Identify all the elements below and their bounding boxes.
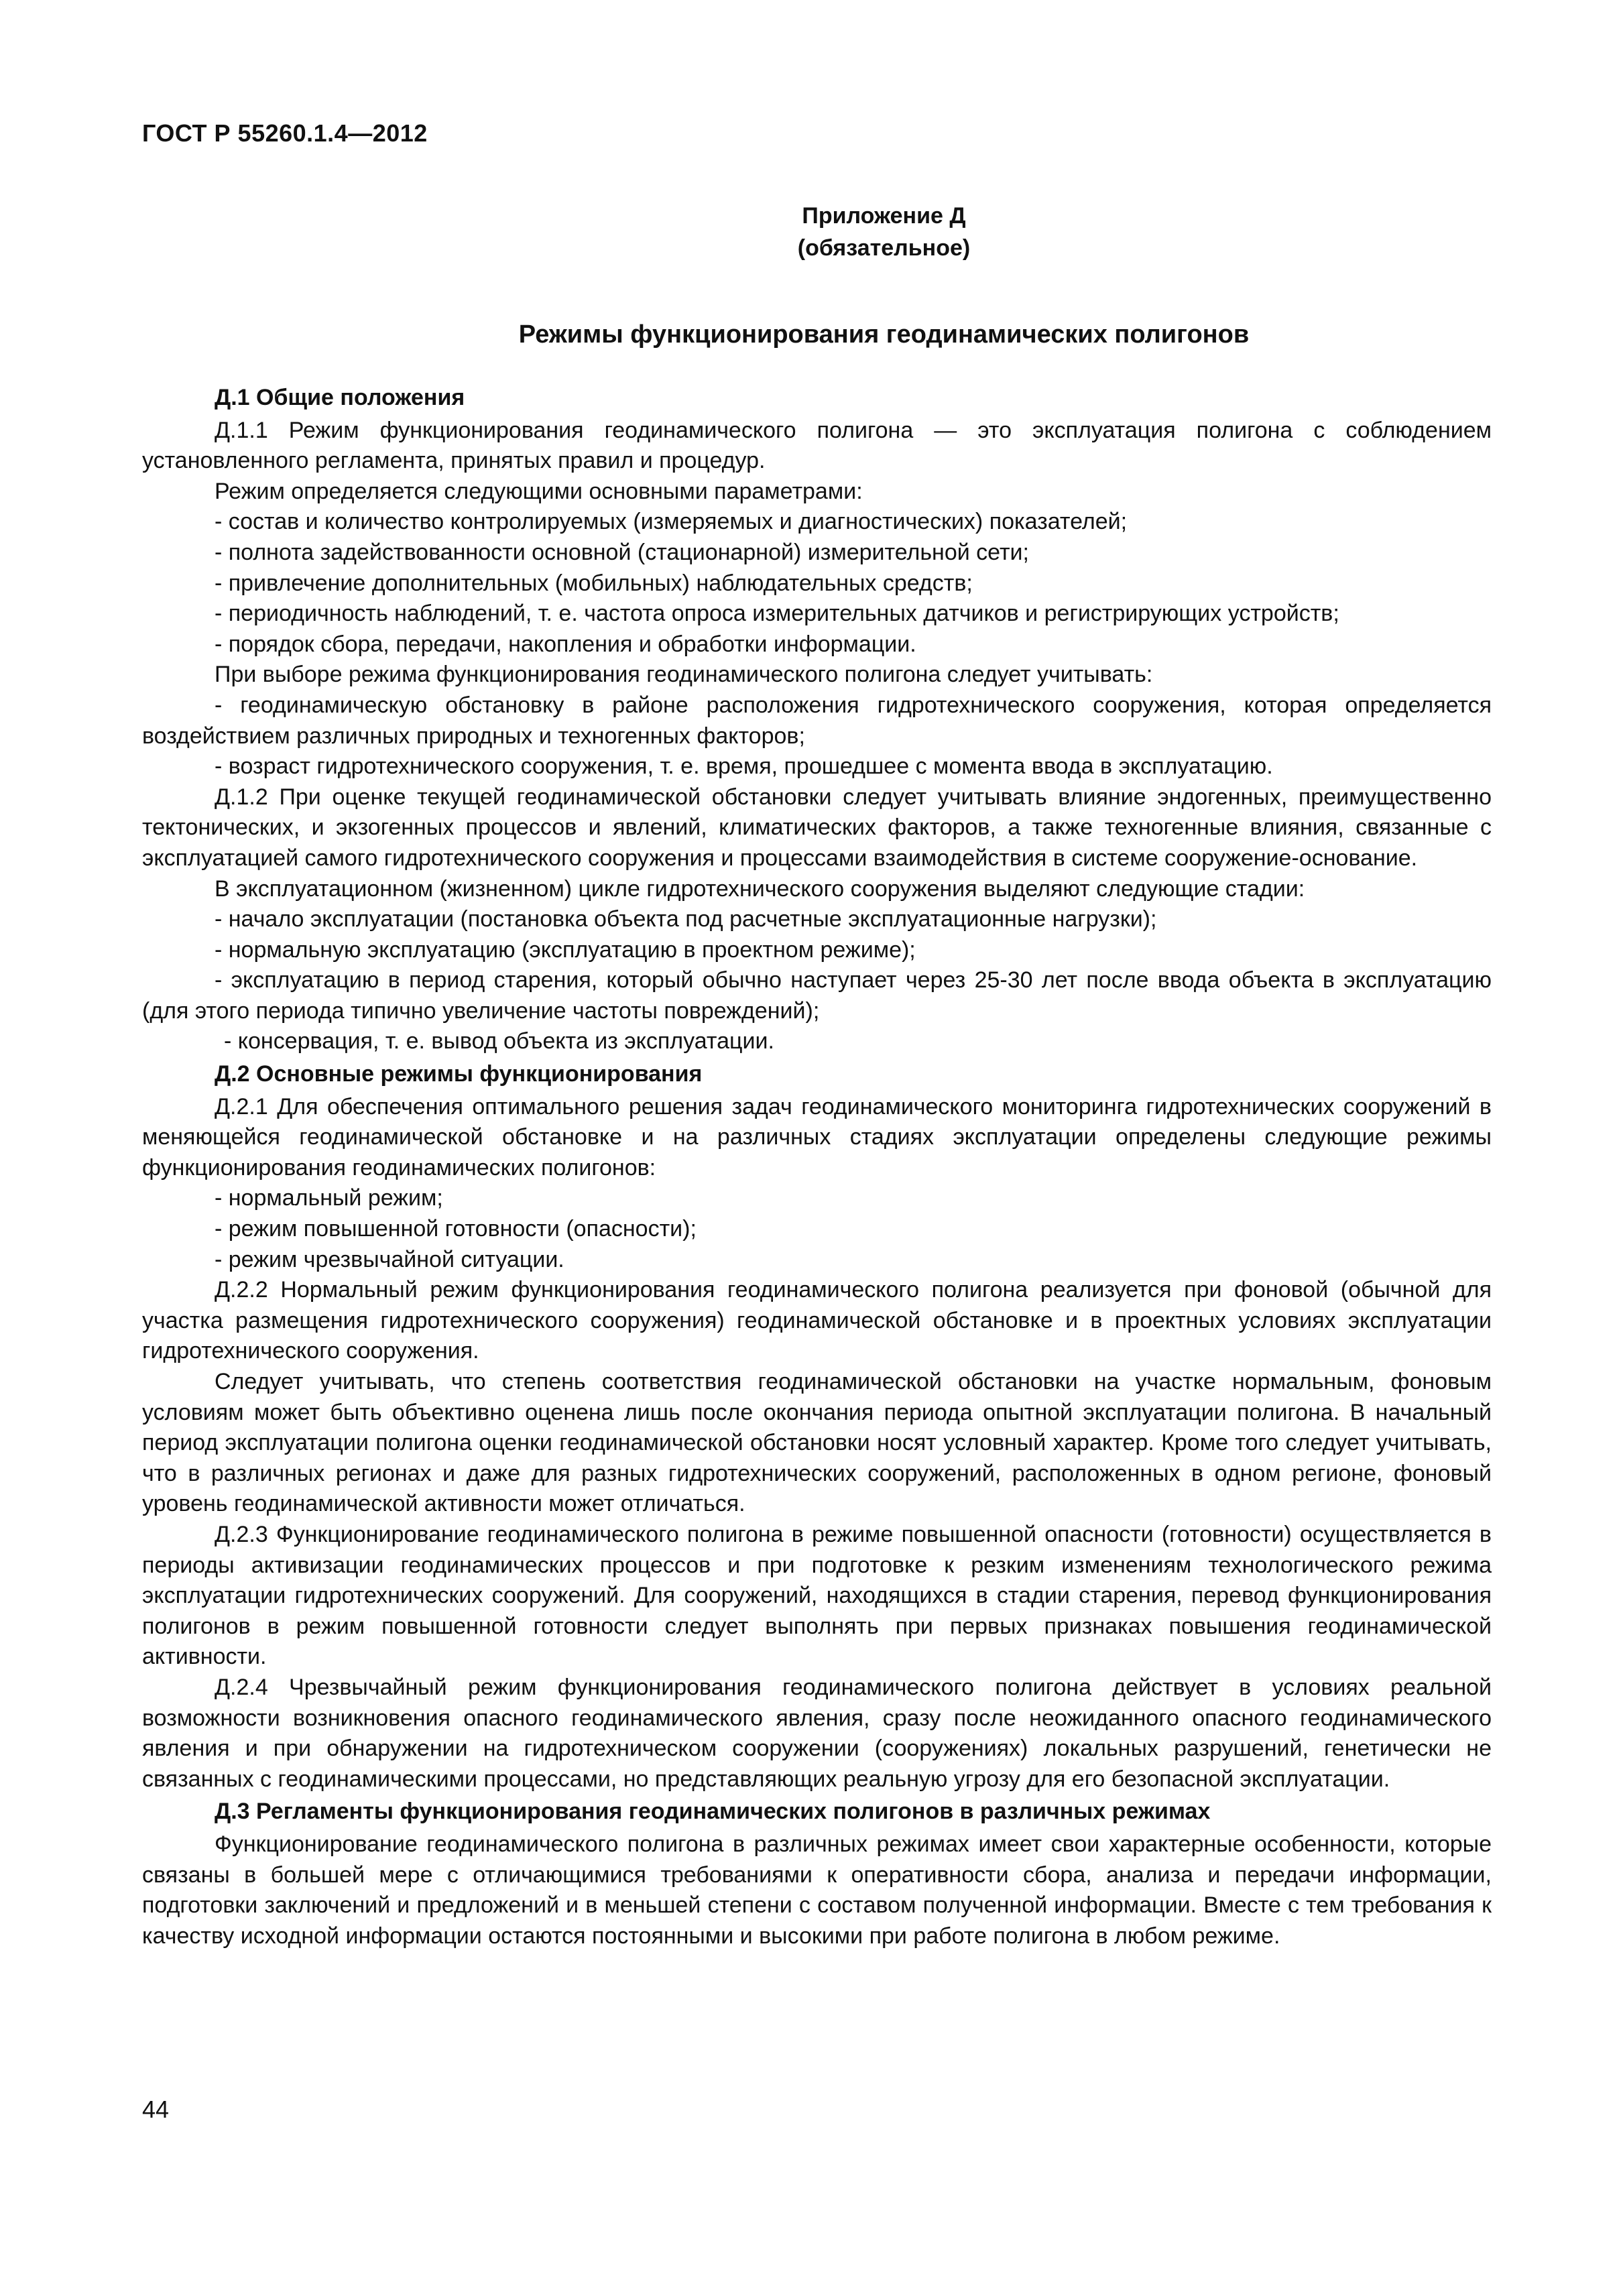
paragraph: Д.2.2 Нормальный режим функционирования геодинамического полигона реализуется при фоновой (обычной для участка размещения гидротехнического сооружения) геодинамической обстановке и в проектных условиях эксплуатации гидротехнического сооружения. xyxy=(142,1277,1492,1364)
section-heading-d1: Д.1 Общие положения xyxy=(215,385,465,410)
paragraph: Режим определяется следующими основными параметрами: xyxy=(215,478,863,504)
main-title: Режимы функционирования геодинамических полигонов xyxy=(518,320,1250,349)
paragraph: Д.2.4 Чрезвычайный режим функционирования геодинамического полигона действует в условиях реальной возможности возникновения опасного геодинамического явления, сразу после неожиданного опасного геодинамического явления и при обнаружении на гидротехническом сооружении (сооружениях) локальных разрушений, генетически не связанных с геодинамическими процессами, но представляющих реальную угрозу для его безопасной эксплуатации. xyxy=(142,1674,1492,1792)
page-number: 44 xyxy=(142,2096,170,2123)
list-item: - периодичность наблюдений, т. е. частота опроса измерительных датчиков и регистрирующих устройств; xyxy=(215,601,1339,627)
paragraph: Д.2.1 Для обеспечения оптимального решения задач геодинамического мониторинга гидротехнических сооружений в меняющейся геодинамической обстановке и на различных стадиях эксплуатации определены следующие режимы функционирования геодинамических полигонов: xyxy=(142,1093,1492,1181)
list-item: - нормальный режим; xyxy=(215,1185,443,1211)
document-body xyxy=(142,381,1492,1951)
paragraph: Д.1.1 Режим функционирования геодинамического полигона — это эксплуатация полигона с соблюдением установленного регламента, принятых правил и процедур. xyxy=(142,417,1492,474)
paragraph: Д.1.2 При оценке текущей геодинамической обстановки следует учитывать влияние эндогенных, преимущественно тектонических, и экзогенных процессов и явлений, климатических факторов, а также техногенные влияния, связанные с эксплуатацией самого гидротехнического сооружения и процессами взаимодействия в системе сооружение-основание. xyxy=(142,784,1492,871)
section-heading-d3: Д.3 Регламенты функционирования геодинамических полигонов в различных режимах xyxy=(215,1799,1211,1825)
paragraph: При выборе режима функционирования геодинамического полигона следует учитывать: xyxy=(215,662,1153,688)
paragraph: Следует учитывать, что степень соответствия геодинамической обстановки на участке нормальным, фоновым условиям может быть объективно оценена лишь после окончания периода опытной эксплуатации полигона. В начальный период эксплуатации полигона оценки геодинамической обстановки носят условный характер. Кроме того следует учитывать, что в различных регионах и даже для разных гидротехнических сооружений, расположенных в одном регионе, фоновый уровень геодинамической активности может отличаться. xyxy=(142,1369,1492,1517)
section-heading-d2: Д.2 Основные режимы функционирования xyxy=(215,1061,703,1087)
list-item: - режим повышенной готовности (опасности); xyxy=(215,1216,697,1242)
list-item: - эксплуатацию в период старения, который обычно наступает через 25-30 лет после ввода объекта в эксплуатацию (для этого периода типично увеличение частоты повреждений); xyxy=(142,967,1492,1024)
list-item: - привлечение дополнительных (мобильных) наблюдательных средств; xyxy=(215,570,973,596)
list-item: - геодинамическую обстановку в районе расположения гидротехнического сооружения, которая определяется воздействием различных природных и техногенных факторов; xyxy=(142,692,1492,749)
list-item: - режим чрезвычайной ситуации. xyxy=(215,1246,564,1272)
list-item: - консервация, т. е. вывод объекта из эксплуатации. xyxy=(224,1028,774,1054)
paragraph: В эксплуатационном (жизненном) цикле гидротехнического сооружения выделяют следующие стадии: xyxy=(215,875,1305,902)
list-item: - нормальную эксплуатацию (эксплуатацию в проектном режиме); xyxy=(215,936,916,963)
appendix-title: Приложение Д xyxy=(802,203,966,229)
list-item: - возраст гидротехнического сооружения, т. е. время, прошедшее с момента ввода в эксплуатацию. xyxy=(215,753,1273,780)
list-item: - начало эксплуатации (постановка объекта под расчетные эксплуатационные нагрузки); xyxy=(215,906,1157,932)
list-item: - полнота задействованности основной (стационарной) измерительной сети; xyxy=(215,539,1029,565)
list-item: - состав и количество контролируемых (измеряемых и диагностических) показателей; xyxy=(215,509,1128,535)
paragraph: Д.2.3 Функционирование геодинамического полигона в режиме повышенной опасности (готовности) осуществляется в периоды активизации геодинамических процессов и при подготовке к резким изменениям технологического режима эксплуатации гидротехнических сооружений. Для сооружений, находящихся в стадии старения, перевод функционирования полигонов в режим повышенной готовности следует выполнять при первых признаках повышения геодинамической активности. xyxy=(142,1521,1492,1670)
appendix-status: (обязательное) xyxy=(797,235,971,261)
list-item: - порядок сбора, передачи, накопления и обработки информации. xyxy=(215,631,916,657)
document-id: ГОСТ Р 55260.1.4—2012 xyxy=(142,119,428,147)
paragraph: Функционирование геодинамического полигона в различных режимах имеет свои характерные особенности, которые связаны в большей мере с отличающимися требованиями к оперативности сбора, анализа и передачи информации, подготовки заключений и предложений и в меньшей степени с составом полученной информации. Вместе с тем требования к качеству исходной информации остаются постоянными и высокими при работе полигона в любом режиме. xyxy=(142,1831,1492,1949)
